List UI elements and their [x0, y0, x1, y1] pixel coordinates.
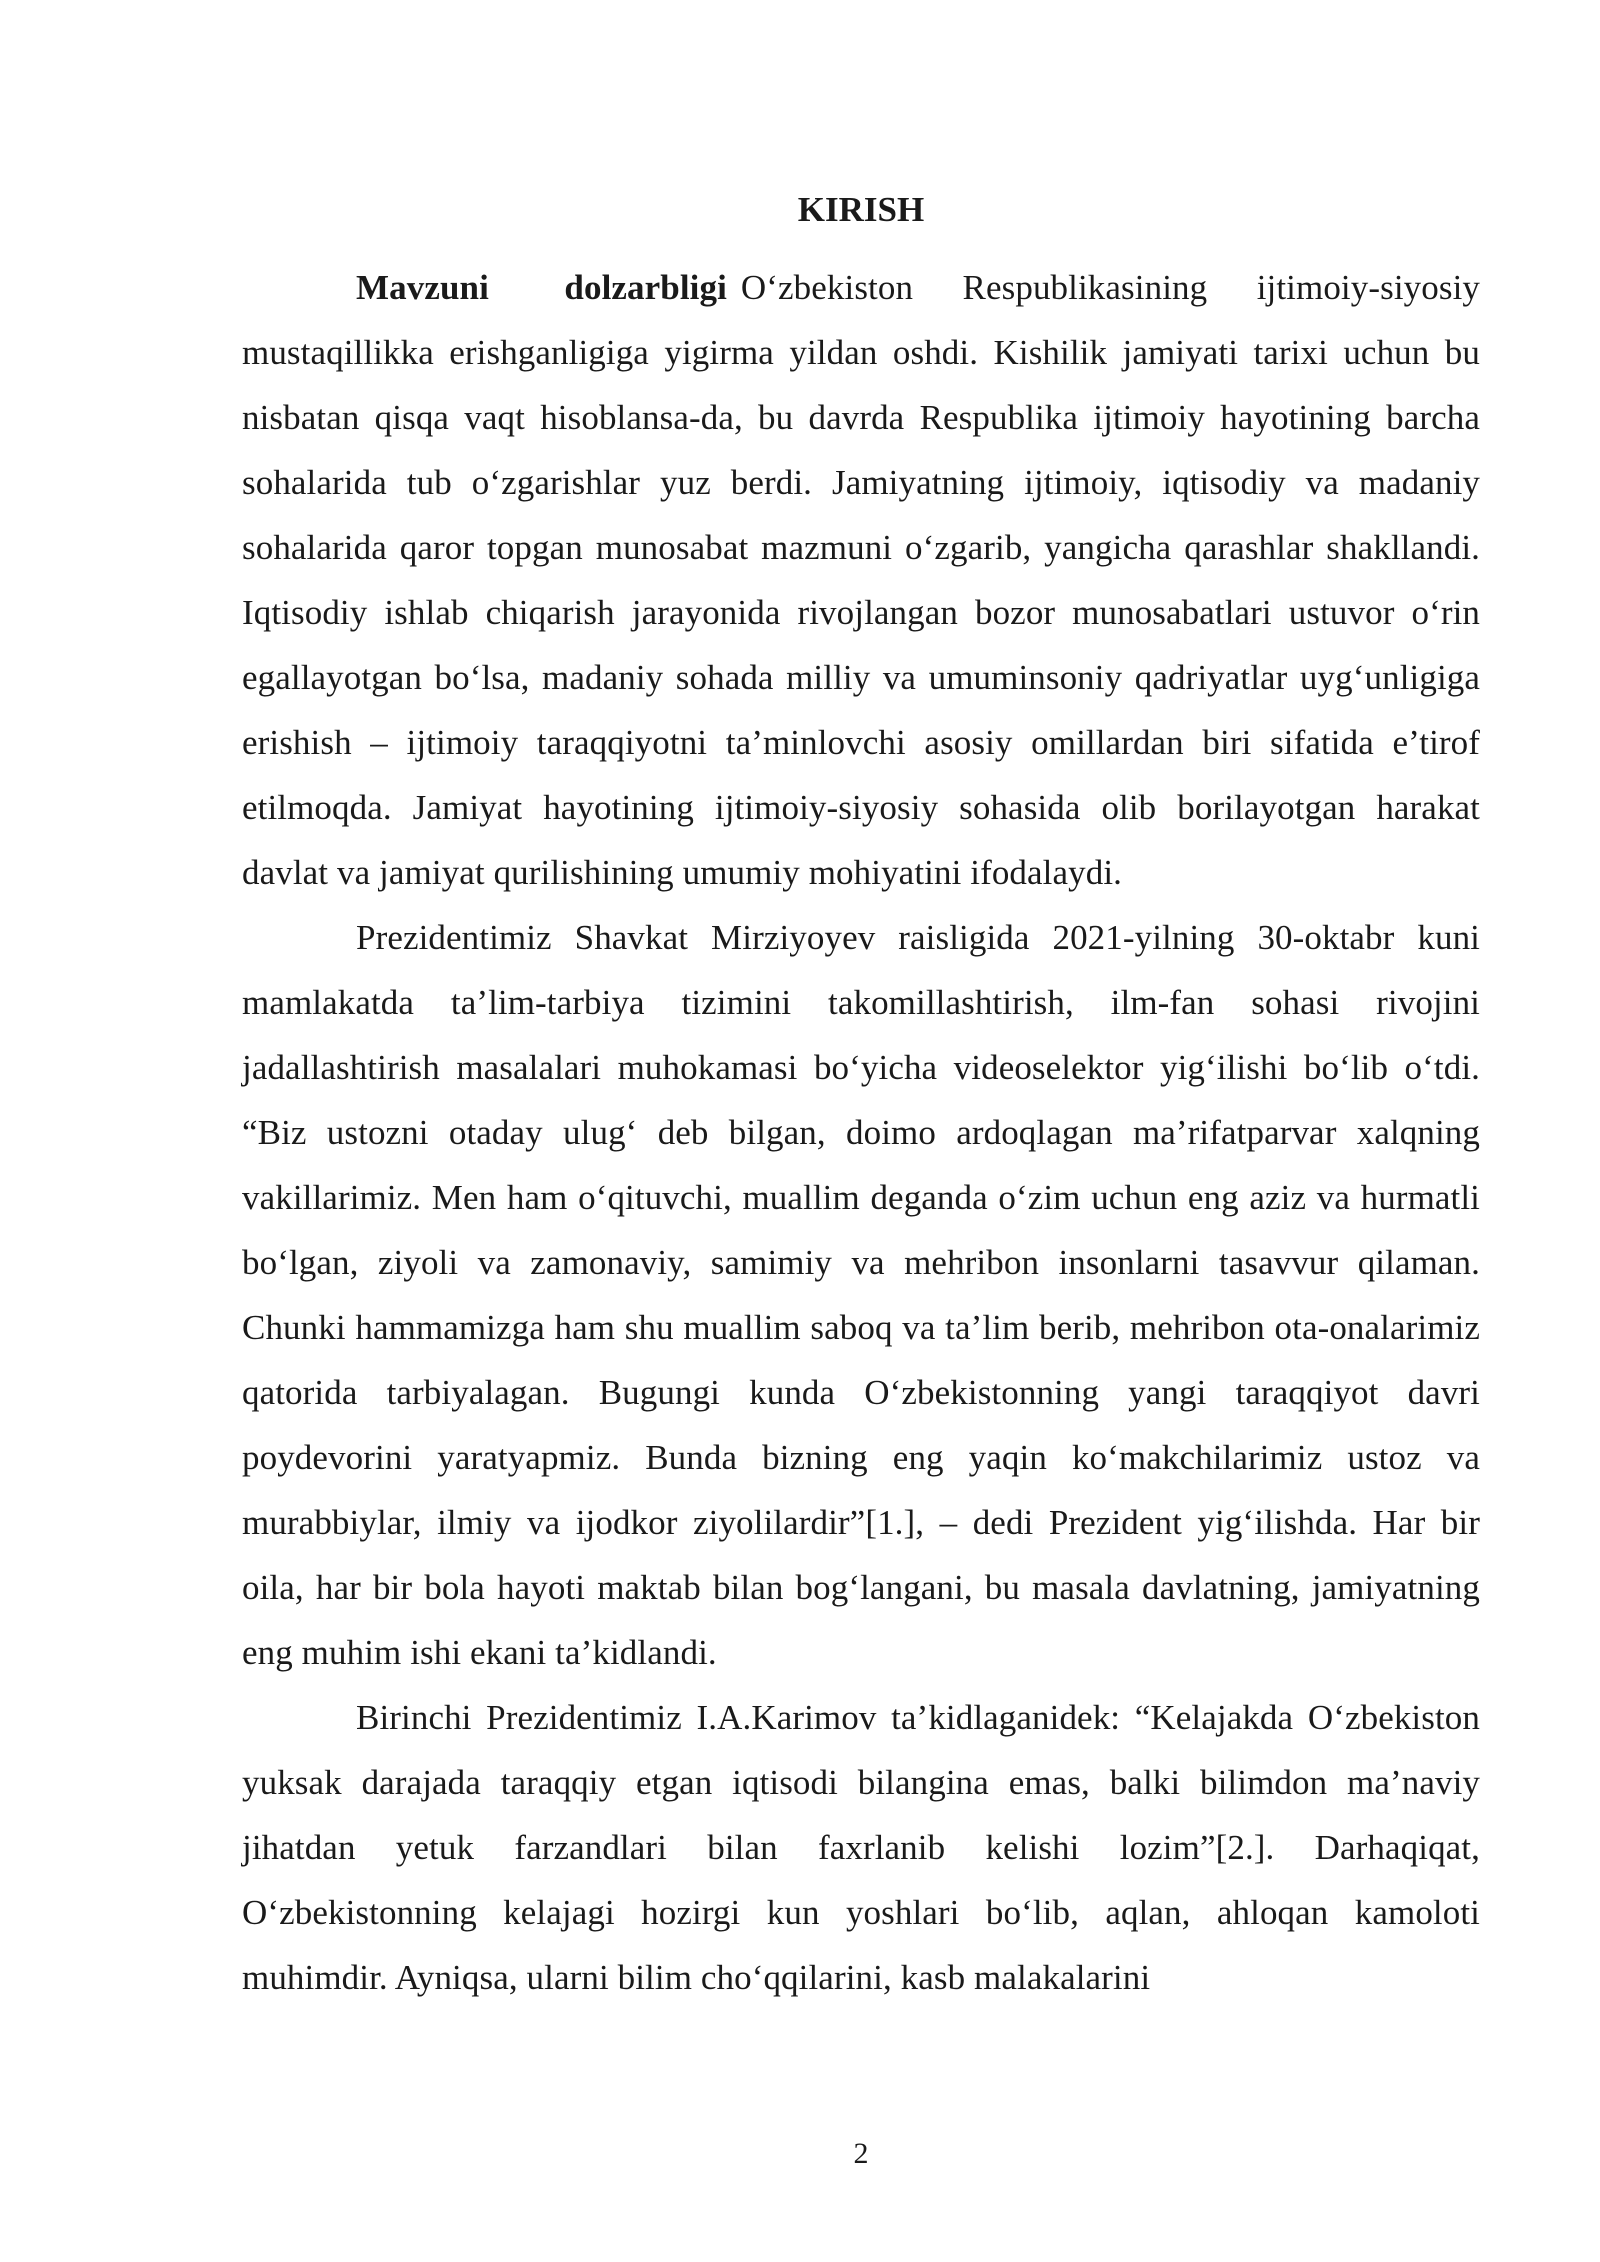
- page-number: 2: [853, 2137, 869, 2170]
- section-heading: KIRISH: [797, 190, 925, 229]
- document-page: [242, 190, 1480, 2010]
- paragraph-relevance: [242, 255, 1480, 905]
- paragraph-text: O‘zbekiston Respublikasining ijtimoiy-siyosiy mustaqillikka erishganligiga yigirma yildan oshdi. Kishilik jamiyati tarixi uchun bu nisbatan qisqa vaqt hisoblansa-da, bu davrda Respublika ijtimoiy hayotining barcha sohalarida tub o‘zgarishlar yuz berdi. Jamiyatning ijtimoiy, iqtisodiy va madaniy sohalarida qaror topgan munosabat mazmuni o‘zgarib, yangicha qarashlar shakllandi. Iqtisodiy ishlab chiqarish jarayonida rivojlangan bozor munosabatlari ustuvor o‘rin egallayotgan bo‘lsa, madaniy sohada milliy va umuminsoniy qadriyatlar uyg‘unligiga erishish – ijtimoiy taraqqiyotni ta’minlovchi asosiy omillardan biri sifatida e’tirof etilmoqda. Jamiyat hayotining ijtimoiy-siyosiy sohasida olib borilayotgan harakat davlat va jamiyat qurilishining umumiy mohiyatini ifodalaydi.: [242, 268, 1480, 892]
- paragraph-karimov-quote: Birinchi Prezidentimiz I.A.Karimov ta’kidlaganidek: “Kelajakda O‘zbekiston yuksak darajada taraqqiy etgan iqtisodi bilangina emas, balki bilimdon ma’naviy jihatdan yetuk farzandlari bilan faxrlanib kelishi lozim”[2.]. Darhaqiqat, O‘zbekistonning kelajagi hozirgi kun yoshlari bo‘lib, aqlan, ahloqan kamoloti muhimdir. Ayniqsa, ularni bilim cho‘qqilarini, kasb malakalarini: [242, 1698, 1480, 1997]
- paragraph-lead: Mavzuni dolzarbligi: [356, 268, 727, 307]
- paragraph-president-meeting: Prezidentimiz Shavkat Mirziyoyev raisligida 2021-yilning 30-oktabr kuni mamlakatda ta’lim-tarbiya tizimini takomillashtirish, ilm-fan sohasi rivojini jadallashtirish masalalari muhokamasi bo‘yicha videoselektor yig‘ilishi bo‘lib o‘tdi. “Biz ustozni otaday ulug‘ deb bilgan, doimo ardoqlagan ma’rifatparvar xalqning vakillarimiz. Men ham o‘qituvchi, muallim deganda o‘zim uchun eng aziz va hurmatli bo‘lgan, ziyoli va zamonaviy, samimiy va mehribon insonlarni tasavvur qilaman. Chunki hammamizga ham shu muallim saboq va ta’lim berib, mehribon ota-onalarimiz qatorida tarbiyalagan. Bugungi kunda O‘zbekistonning yangi taraqqiyot davri poydevorini yaratyapmiz. Bunda bizning eng yaqin ko‘makchilarimiz ustoz va murabbiylar, ilmiy va ijodkor ziyolilardir”[1.], – dedi Prezident yig‘ilishda. Har bir oila, har bir bola hayoti maktab bilan bog‘langani, bu masala davlatning, jamiyatning eng muhim ishi ekani ta’kidlandi.: [242, 918, 1480, 1672]
